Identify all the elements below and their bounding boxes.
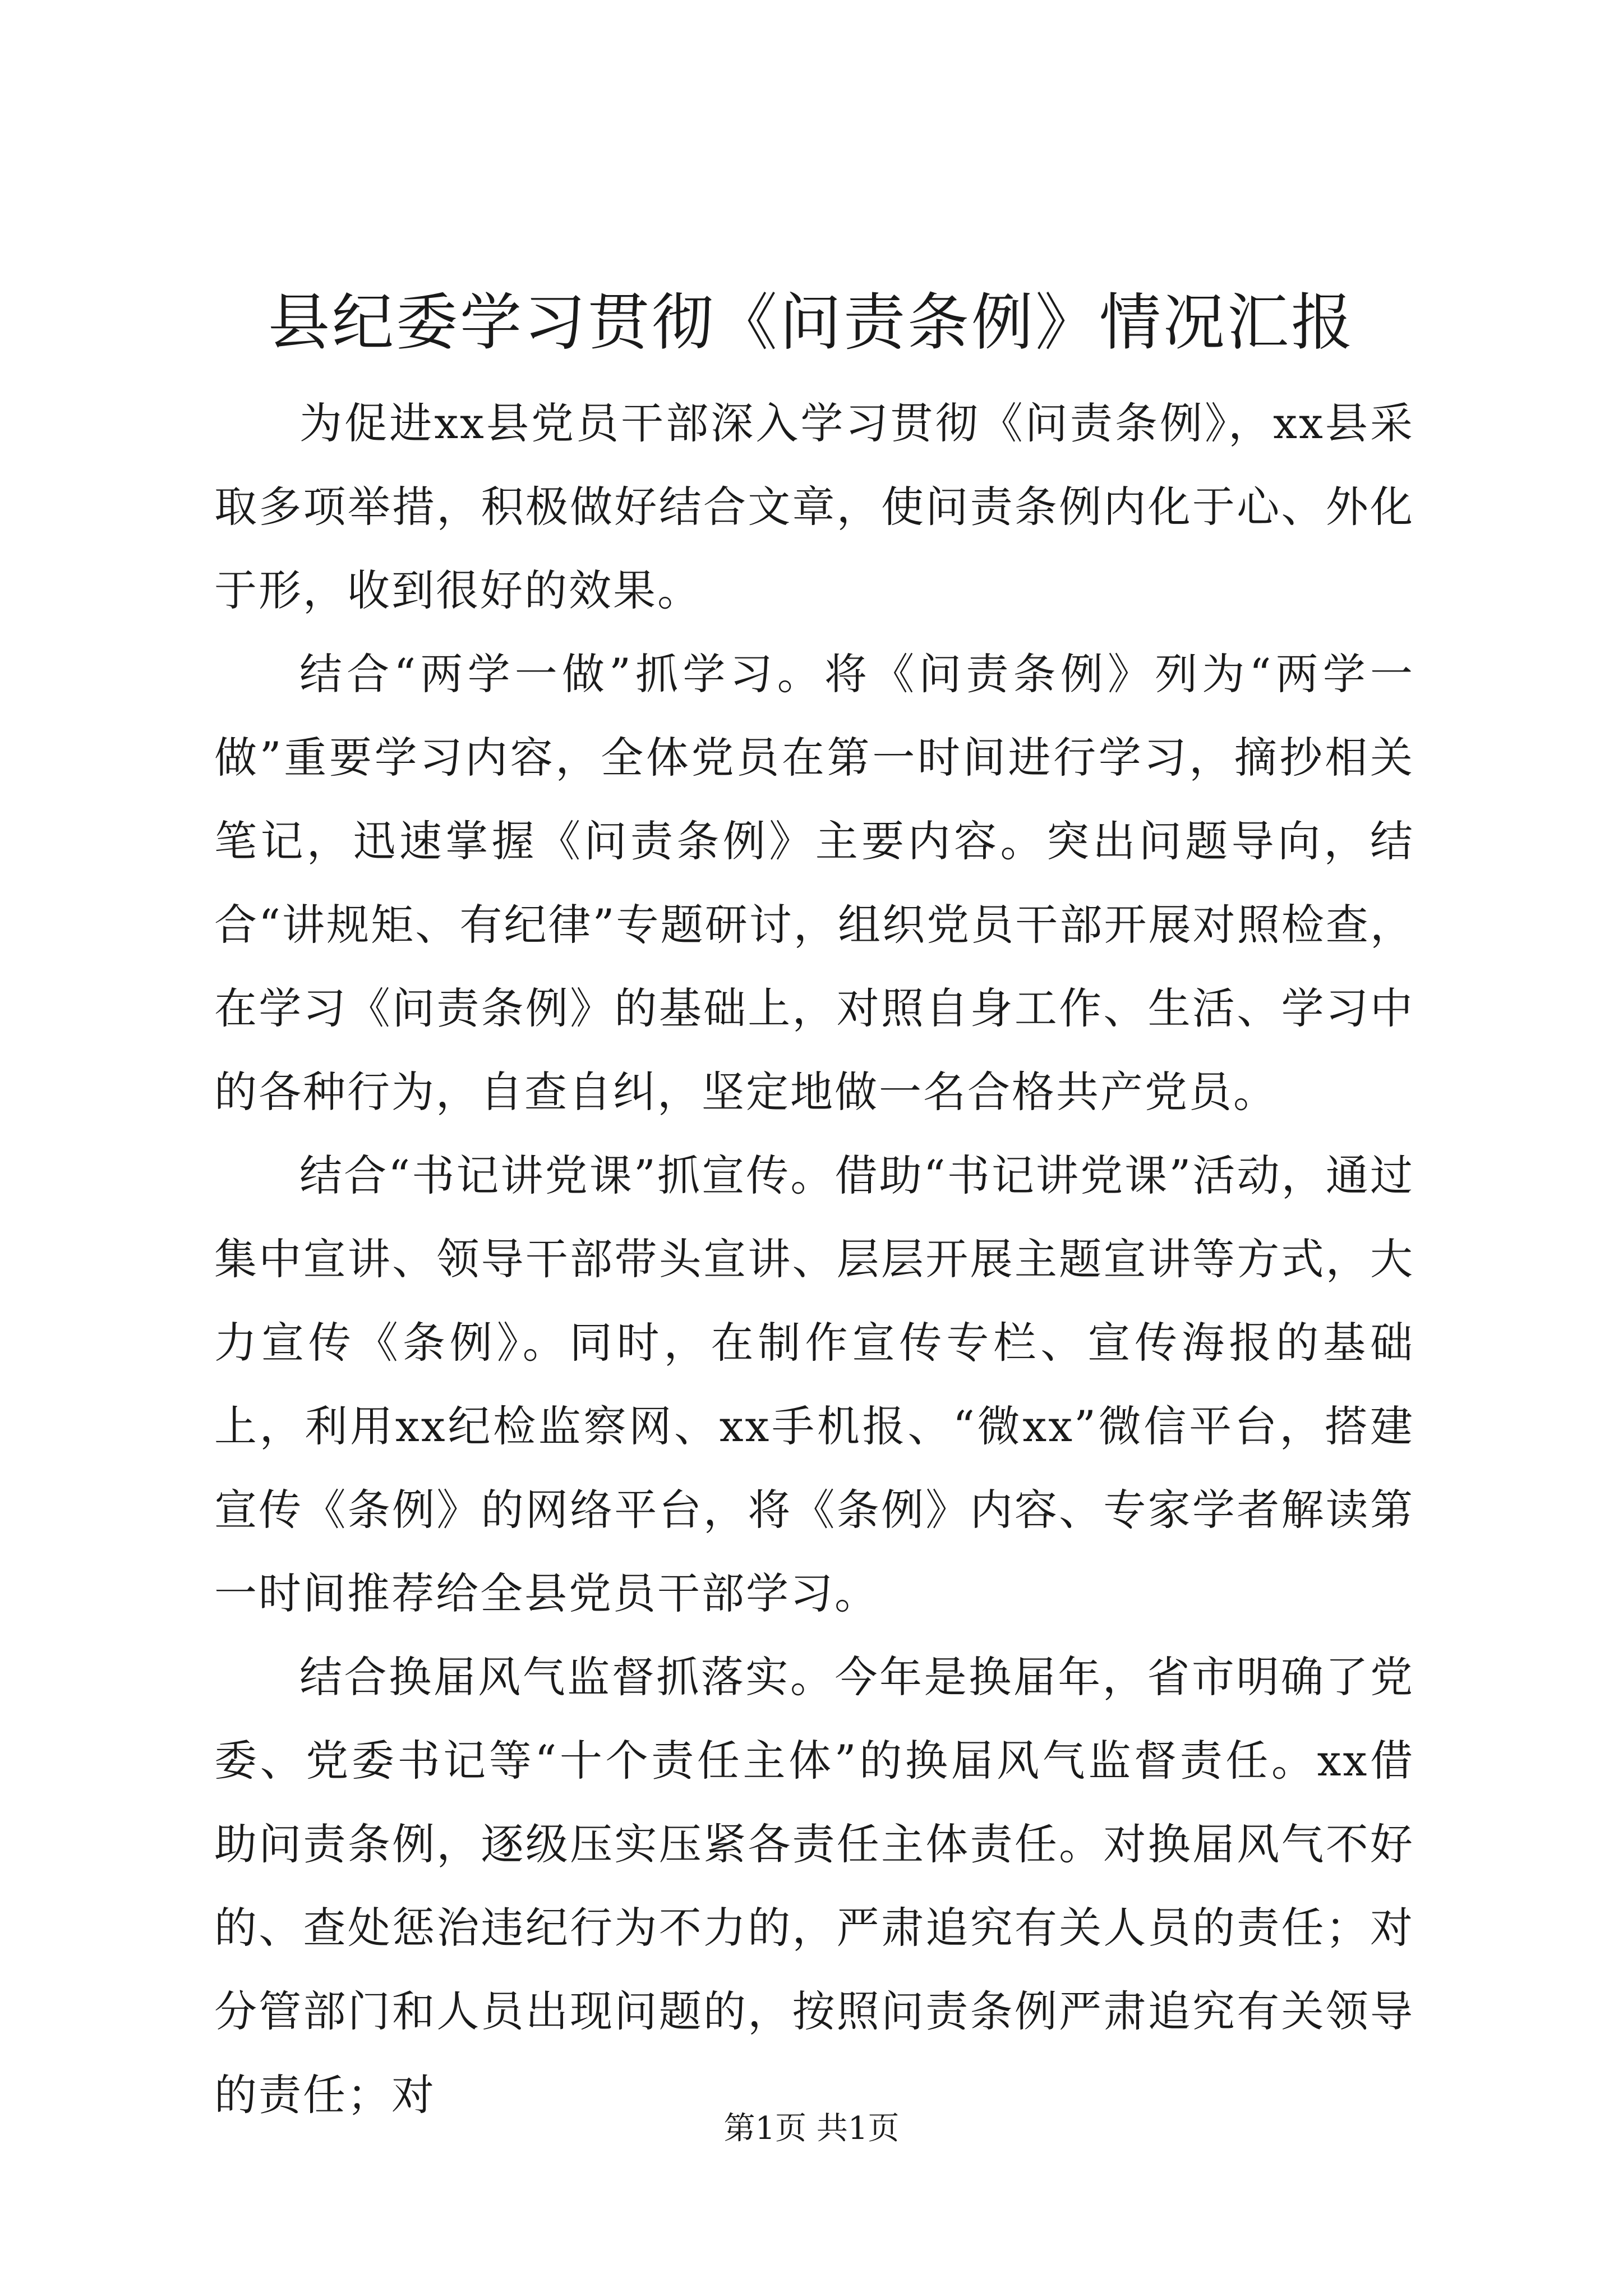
document-title: 县纪委学习贯彻《问责条例》情况汇报: [268, 287, 1355, 358]
paragraph-supervision: 结合换届风气监督抓落实。今年是换届年，省市明确了党委、党委书记等“十个责任主体”的换届风气监督责任。xx借助问责条例，逐级压实压紧各责任主体责任。对换届风气不好的、查处惩治违纪行为不力的，严肃追究有关人员的责任；对分管部门和人员出现问题的，按照问责条例严肃追究有关领导的责任；对: [214, 1652, 1414, 2120]
paragraph-intro: 为促进xx县党员干部深入学习贯彻《问责条例》，xx县采取多项举措，积极做好结合文章，使问责条例内化于心、外化于形，收到很好的效果。: [214, 398, 1414, 615]
paragraph-study: 结合“两学一做”抓学习。将《问责条例》列为“两学一做”重要学习内容，全体党员在第一时间进行学习，摘抄相关笔记，迅速掌握《问责条例》主要内容。突出问题导向，结合“讲规矩、有纪律”专题研讨，组织党员干部开展对照检查，在学习《问责条例》的基础上，对照自身工作、生活、学习中的各种行为，自查自纠，坚定地做一名合格共产党员。: [214, 649, 1414, 1117]
document-body: [214, 381, 1414, 2137]
paragraph-publicity: 结合“书记讲党课”抓宣传。借助“书记讲党课”活动，通过集中宣讲、领导干部带头宣讲、层层开展主题宣讲等方式，大力宣传《条例》。同时，在制作宣传专栏、宣传海报的基础上，利用xx纪检监察网、xx手机报、“微xx”微信平台，搭建宣传《条例》的网络平台，将《条例》内容、专家学者解读第一时间推荐给全县党员干部学习。: [214, 1151, 1414, 1618]
page-number-footer: 第1页 共1页: [723, 2110, 900, 2147]
